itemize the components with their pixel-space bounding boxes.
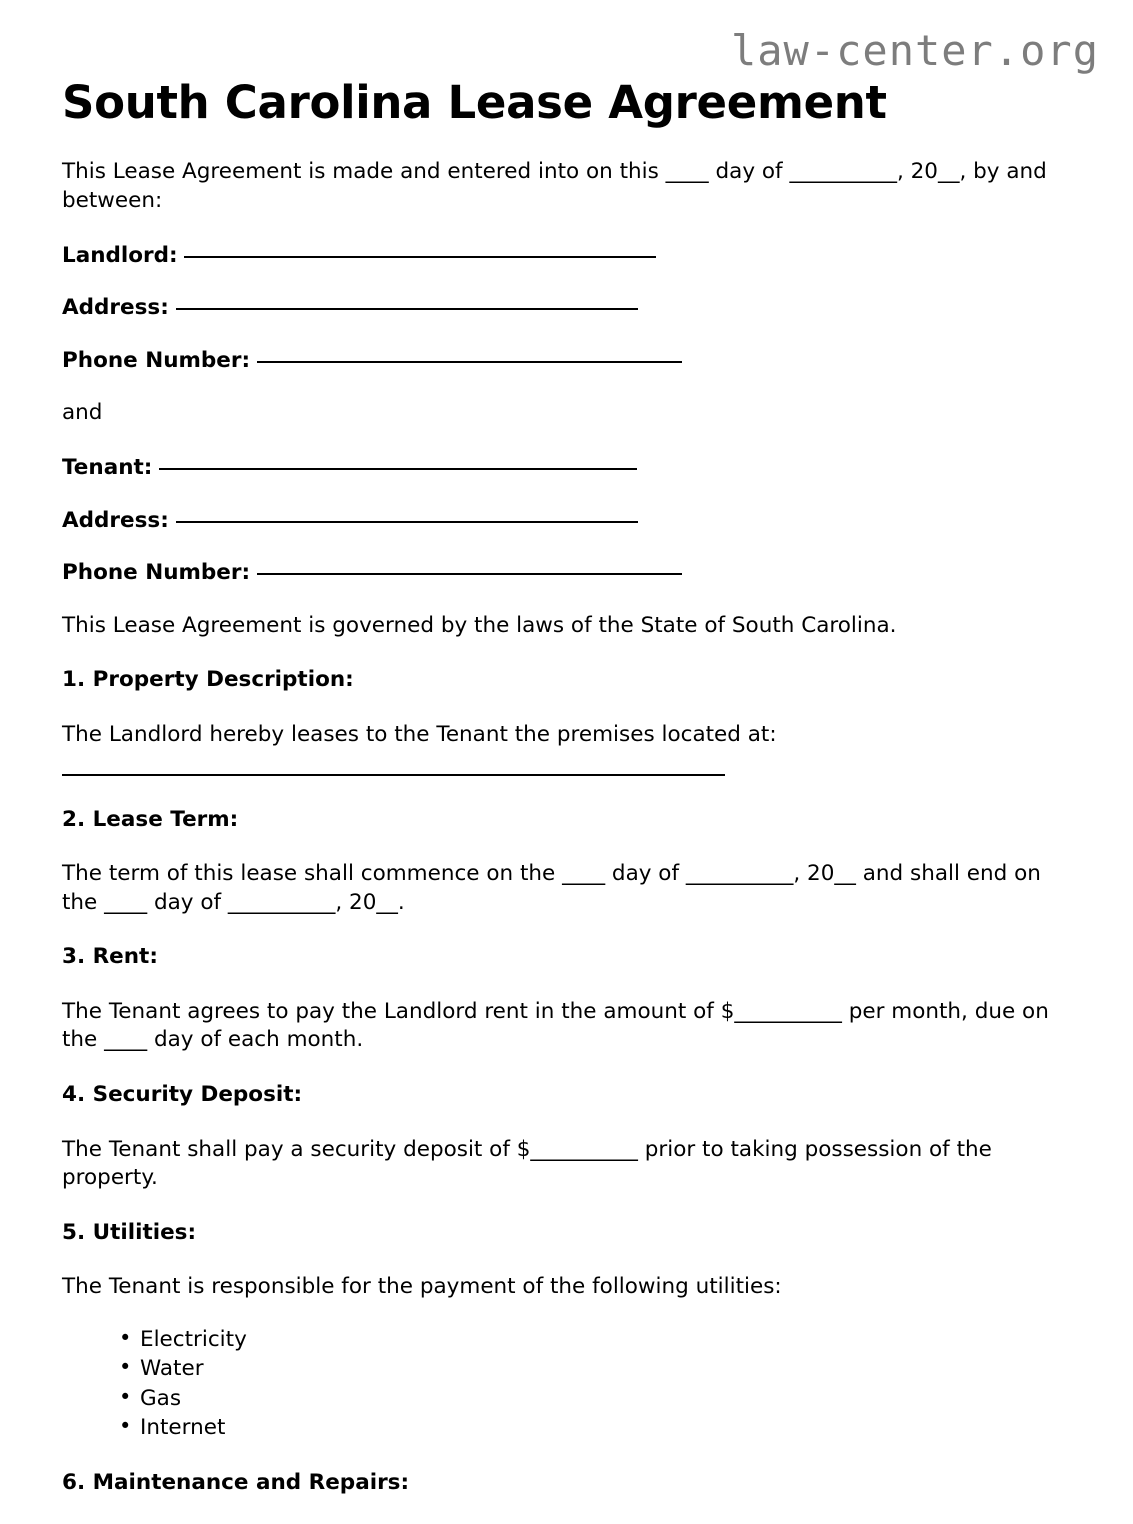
tenant-phone-label: Phone Number: xyxy=(62,560,251,586)
section-heading-lease-term: 2. Lease Term: xyxy=(62,806,239,832)
section-heading-security-deposit: 4. Security Deposit: xyxy=(62,1082,303,1108)
landlord-phone-blank[interactable] xyxy=(257,361,682,363)
tenant-phone-blank[interactable] xyxy=(257,573,682,575)
tenant-address-blank[interactable] xyxy=(176,521,638,523)
site-watermark: law-center.org xyxy=(730,26,1099,75)
tenant-blank[interactable] xyxy=(159,468,637,470)
tenant-phone-field xyxy=(62,559,1074,588)
list-item: • Internet xyxy=(119,1414,1074,1441)
landlord-address-field xyxy=(62,294,1074,323)
section-body-lease-term: The term of this lease shall commence on the ____ day of __________, 20__ and shall end on the ____ day of __________, 20__. xyxy=(62,861,1041,915)
section-body-utilities: The Tenant is responsible for the payment of the following utilities: xyxy=(62,1274,782,1300)
governing-law-paragraph: This Lease Agreement is governed by the laws of the State of South Carolina. xyxy=(62,612,897,638)
list-item: • Gas xyxy=(119,1385,1074,1412)
section-body-security-deposit: The Tenant shall pay a security deposit of $__________ prior to taking possession of the property. xyxy=(62,1136,992,1191)
landlord-address-blank[interactable] xyxy=(176,308,638,310)
property-description-blank[interactable] xyxy=(62,774,725,776)
section-heading-maintenance-and-repairs: 6. Maintenance and Repairs: xyxy=(62,1470,410,1496)
landlord-label: Landlord: xyxy=(62,242,178,268)
landlord-address-label: Address: xyxy=(62,295,169,321)
intro-paragraph: This Lease Agreement is made and entered into on this ____ day of __________, 20__, by and between: xyxy=(62,159,1047,213)
section-heading-rent: 3. Rent: xyxy=(62,944,158,970)
and-connector: and xyxy=(62,400,103,426)
landlord-phone-field xyxy=(62,347,1074,376)
tenant-address-label: Address: xyxy=(62,507,169,533)
section-heading-utilities: 5. Utilities: xyxy=(62,1219,197,1245)
landlord-blank[interactable] xyxy=(184,256,656,258)
document-body xyxy=(62,78,1074,1524)
section-body-rent: The Tenant agrees to pay the Landlord rent in the amount of $__________ per month, due on the ____ day of each month. xyxy=(62,998,1049,1053)
landlord-field xyxy=(62,242,1074,271)
section-heading-property-description: 1. Property Description: xyxy=(62,667,354,693)
section-body-property-description: The Landlord hereby leases to the Tenant the premises located at: xyxy=(62,721,777,747)
page-title: South Carolina Lease Agreement xyxy=(62,76,887,129)
tenant-label: Tenant: xyxy=(62,454,153,480)
list-item: • Electricity xyxy=(119,1326,1074,1353)
tenant-field xyxy=(62,454,1074,483)
tenant-address-field xyxy=(62,507,1074,536)
utilities-list xyxy=(62,1326,1074,1441)
landlord-phone-label: Phone Number: xyxy=(62,347,251,373)
list-item: • Water xyxy=(119,1355,1074,1382)
